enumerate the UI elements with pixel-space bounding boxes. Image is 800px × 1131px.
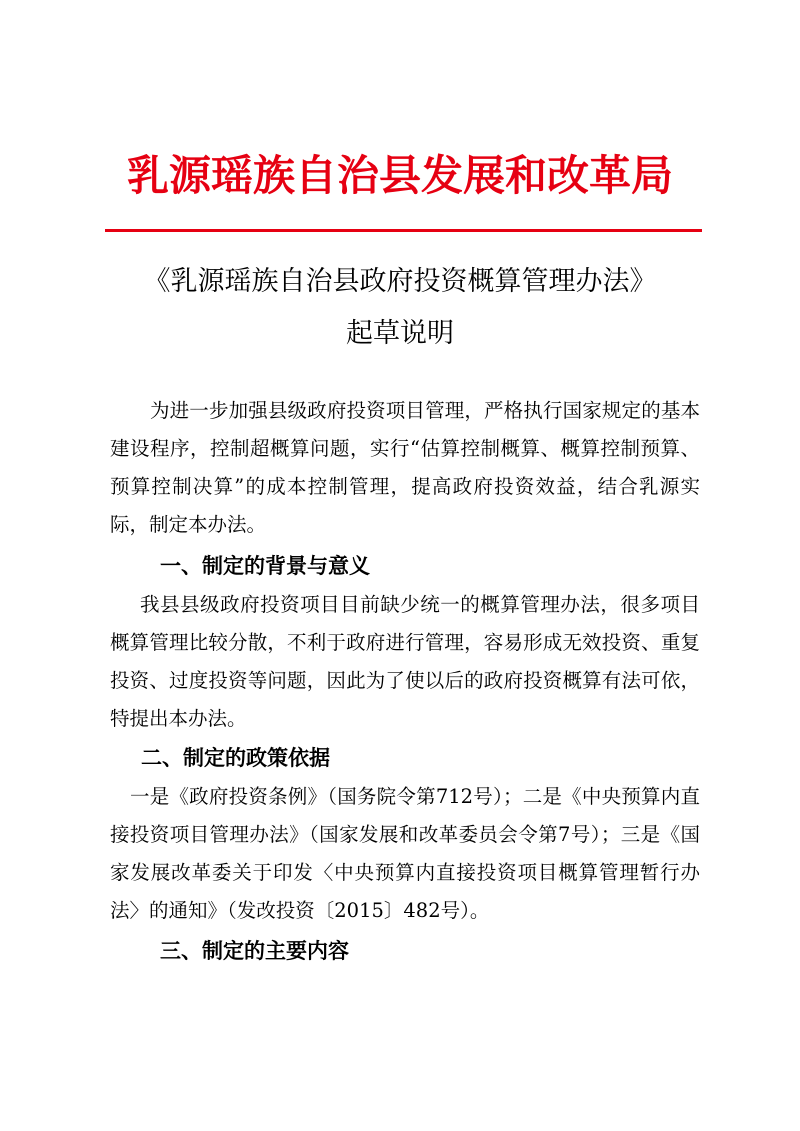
section-heading-main-content: 三、制定的主要内容	[160, 939, 349, 963]
document-title: 《乳源瑶族自治县政府投资概算管理办法》	[143, 266, 657, 297]
intro-paragraph: 为进一步加强县级政府投资项目管理，严格执行国家规定的基本建设程序，控制超概算问题，实行“估算控制概算、概算控制预算、预算控制决算”的成本控制管理，提高政府投资效益，结合乳源实际，制定本办法。	[110, 399, 700, 536]
letterhead-red-rule	[105, 229, 702, 232]
letterhead-organization-name: 乳源瑶族自治县发展和改革局	[126, 151, 673, 200]
section-heading-background: 一、制定的背景与意义	[160, 554, 370, 578]
section-heading-policy-basis: 二、制定的政策依据	[141, 746, 330, 770]
document-subtitle: 起草说明	[346, 318, 454, 349]
section-body-background: 我县县级政府投资项目目前缺少统一的概算管理办法，很多项目概算管理比较分散，不利于政府进行管理，容易形成无效投资、重复投资、过度投资等问题，因此为了使以后的政府投资概算有法可依，特提出本办法。	[110, 593, 700, 730]
section-body-policy-basis: 一是《政府投资条例》（国务院令第712号）；二是《中央预算内直接投资项目管理办法》（国家发展和改革委员会令第7号）；三是《国家发展改革委关于印发〈中央预算内直接投资项目概算管理暂行办法〉的通知》（发改投资〔2015〕482号）。	[110, 785, 700, 922]
